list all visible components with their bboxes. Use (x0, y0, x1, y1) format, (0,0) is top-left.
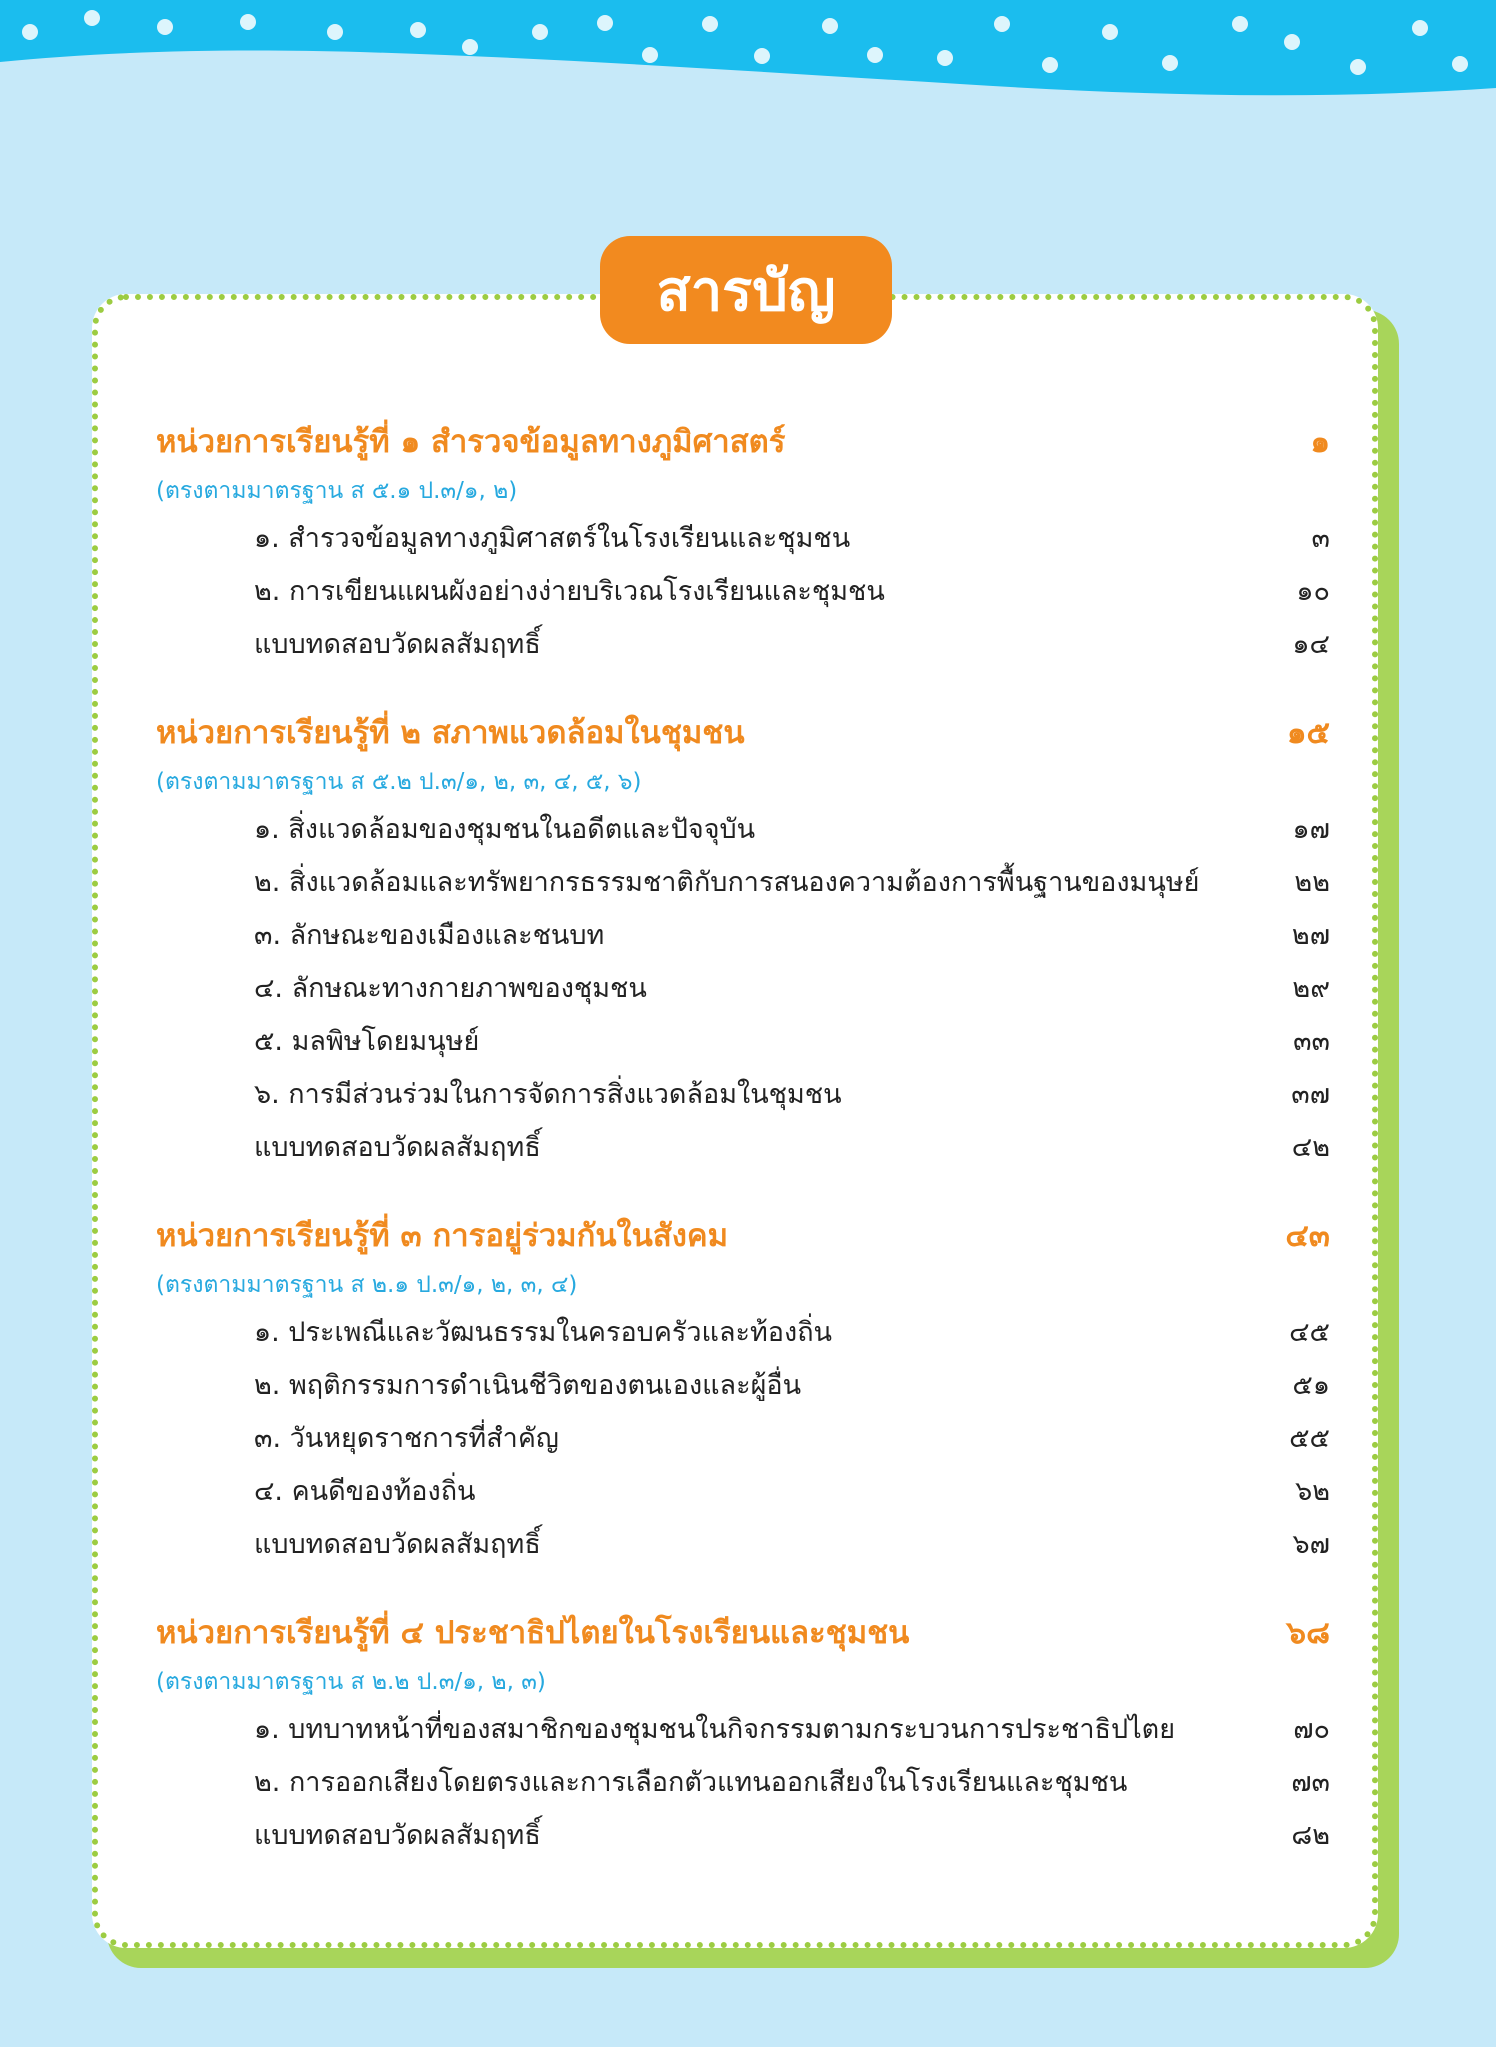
unit-heading-row[interactable] (156, 414, 1330, 470)
toc-entry[interactable] (156, 1703, 1330, 1756)
unit-standard: (ตรงตามมาตรฐาน ส ๕.๑ ป.๓/๑, ๒) (156, 478, 518, 504)
toc-entry-label: ๕. มลพิษโดยมนุษย์ (254, 1026, 480, 1057)
page-title: สารบัญ (600, 236, 892, 344)
toc-entry[interactable] (156, 512, 1330, 565)
toc-entry-label: ๒. การออกเสียงโดยตรงและการเลือกตัวแทนออกเสียงในโรงเรียนและชุมชน (254, 1767, 1128, 1798)
toc-entry-label: ๑. สิ่งแวดล้อมของชุมชนในอดีตและปัจจุบัน (254, 814, 756, 845)
toc-entry-label: ๓. ลักษณะของเมืองและชนบท (254, 920, 605, 951)
toc-entry-page-number: ๔๕ (1289, 1317, 1330, 1348)
toc-entry-page-number: ๒๙ (1292, 973, 1330, 1004)
toc-entry-label: ๑. สำรวจข้อมูลทางภูมิศาสตร์ในโรงเรียนและชุมชน (254, 523, 851, 554)
unit-standard: (ตรงตามมาตรฐาน ส ๕.๒ ป.๓/๑, ๒, ๓, ๔, ๕, ๖) (156, 769, 642, 795)
unit-heading: หน่วยการเรียนรู้ที่ ๔ ประชาธิปไตยในโรงเรียนและชุมชน (156, 1615, 910, 1651)
toc-entry-page-number: ๕๑ (1292, 1370, 1330, 1401)
toc-entry-page-number: ๗๐ (1293, 1714, 1330, 1745)
toc-unit (156, 1208, 1330, 1571)
toc-entry-label: ๒. การเขียนแผนผังอย่างง่ายบริเวณโรงเรียนและชุมชน (254, 576, 885, 607)
toc-entry-label: แบบทดสอบวัดผลสัมฤทธิ์ (254, 1529, 541, 1560)
toc-entry-label: ๑. ประเพณีและวัฒนธรรมในครอบครัวและท้องถิ่น (254, 1317, 832, 1348)
toc-entry-label: แบบทดสอบวัดผลสัมฤทธิ์ (254, 1820, 541, 1851)
toc-entry[interactable] (156, 1465, 1330, 1518)
toc-entry-label: ๒. พฤติกรรมการดำเนินชีวิตของตนเองและผู้อื่น (254, 1370, 802, 1401)
toc-entry-page-number: ๓ (1311, 523, 1330, 554)
toc-entry-label: ๒. สิ่งแวดล้อมและทรัพยากรธรรมชาติกับการสนองความต้องการพื้นฐานของมนุษย์ (254, 867, 1200, 898)
toc-entry-label: ๖. การมีส่วนร่วมในการจัดการสิ่งแวดล้อมในชุมชน (254, 1079, 842, 1110)
toc-unit (156, 1605, 1330, 1862)
unit-page-number: ๑ (1310, 424, 1330, 460)
toc-entry-page-number: ๑๔ (1292, 629, 1330, 660)
toc-entry-label: ๑. บทบาทหน้าที่ของสมาชิกของชุมชนในกิจกรรมตามกระบวนการประชาธิปไตย (254, 1714, 1176, 1745)
toc-unit (156, 414, 1330, 671)
toc-entry-page-number: ๓๓ (1293, 1026, 1330, 1057)
toc-entry-page-number: ๓๗ (1291, 1079, 1330, 1110)
toc-entry[interactable] (156, 1518, 1330, 1571)
toc-unit (156, 705, 1330, 1174)
toc-entry-page-number: ๖๒ (1295, 1476, 1330, 1507)
toc-entry-page-number: ๗๓ (1291, 1767, 1330, 1798)
toc-entry[interactable] (156, 909, 1330, 962)
toc-entry[interactable] (156, 618, 1330, 671)
toc-entry[interactable] (156, 565, 1330, 618)
toc-entry[interactable] (156, 962, 1330, 1015)
toc-entry[interactable] (156, 1809, 1330, 1862)
unit-heading-row[interactable] (156, 705, 1330, 761)
toc-entry[interactable] (156, 1412, 1330, 1465)
toc-entry-label: ๔. ลักษณะทางกายภาพของชุมชน (254, 973, 647, 1004)
toc-entry-page-number: ๕๕ (1289, 1423, 1330, 1454)
unit-page-number: ๑๕ (1286, 715, 1330, 751)
toc-entry-label: แบบทดสอบวัดผลสัมฤทธิ์ (254, 629, 541, 660)
top-dotted-banner (0, 0, 1496, 110)
toc-entry-page-number: ๔๒ (1291, 1132, 1330, 1163)
unit-standard: (ตรงตามมาตรฐาน ส ๒.๒ ป.๓/๑, ๒, ๓) (156, 1669, 546, 1695)
unit-heading: หน่วยการเรียนรู้ที่ ๓ การอยู่ร่วมกันในสังคม (156, 1218, 729, 1254)
toc-entry[interactable] (156, 803, 1330, 856)
toc-entry[interactable] (156, 1359, 1330, 1412)
unit-heading-row[interactable] (156, 1605, 1330, 1661)
toc-entry-page-number: ๘๒ (1291, 1820, 1330, 1851)
toc-entry-page-number: ๒๒ (1294, 867, 1330, 898)
toc-entry-page-number: ๑๐ (1296, 576, 1330, 607)
unit-page-number: ๔๓ (1285, 1218, 1330, 1254)
unit-page-number: ๖๘ (1286, 1615, 1330, 1651)
toc-entry-label: ๓. วันหยุดราชการที่สำคัญ (254, 1423, 559, 1454)
toc-entry[interactable] (156, 1121, 1330, 1174)
unit-heading: หน่วยการเรียนรู้ที่ ๑ สำรวจข้อมูลทางภูมิศาสตร์ (156, 424, 786, 460)
toc-entry[interactable] (156, 1306, 1330, 1359)
toc-entry-page-number: ๒๗ (1291, 920, 1330, 951)
toc-entry-label: แบบทดสอบวัดผลสัมฤทธิ์ (254, 1132, 541, 1163)
toc-entry-page-number: ๑๗ (1292, 814, 1330, 845)
toc-entry-page-number: ๖๗ (1292, 1529, 1330, 1560)
unit-standard: (ตรงตามมาตรฐาน ส ๒.๑ ป.๓/๑, ๒, ๓, ๔) (156, 1272, 578, 1298)
toc-entry[interactable] (156, 1015, 1330, 1068)
toc-entry[interactable] (156, 1068, 1330, 1121)
unit-heading-row[interactable] (156, 1208, 1330, 1264)
toc-entry-label: ๔. คนดีของท้องถิ่น (254, 1476, 476, 1507)
table-of-contents (156, 414, 1330, 1896)
toc-entry[interactable] (156, 856, 1330, 909)
unit-heading: หน่วยการเรียนรู้ที่ ๒ สภาพแวดล้อมในชุมชน (156, 715, 745, 751)
toc-entry[interactable] (156, 1756, 1330, 1809)
